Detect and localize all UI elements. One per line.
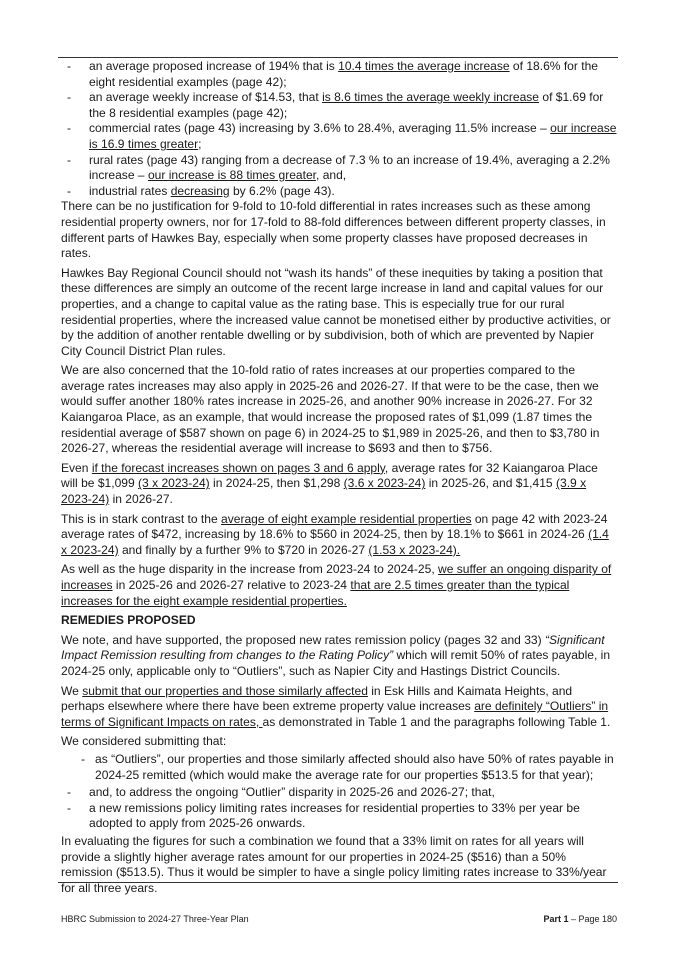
paragraph: This is in stark contrast to the average of eight example residential properties on page 42 with 2023-24 average rates of $472, increasing by 18.6% to $560 in 2024-25, then by 18.1% to $661 in 2024-26 (1.4 x 2023-24) and finally by a further 9% to $720 in 2026-27 (1.53 x 2023-24).	[61, 511, 609, 557]
paragraph: In evaluating the figures for such a combination we found that a 33% limit on rates for all years will provide a slightly higher average rates amount for our properties in 2024-25 ($516) than a 50% remission ($513.5). Thus it would be simpler to have a single policy limiting rates increase to 33%/year for all three years.	[61, 833, 607, 895]
page-body	[61, 59, 617, 900]
bullet-dash: -	[67, 90, 72, 105]
underlined-emphasis: is 8.6 times the average weekly increase	[322, 90, 540, 105]
underlined-emphasis: decreasing	[170, 183, 230, 198]
paragraph: We considered submitting that:	[61, 734, 227, 749]
paragraph: We note, and have supported, the proposed new rates remission policy (pages 32 and 33) “Significant Impact Remission resulting from changes to the Rating Policy” which will remit 50% of rates payable, in 2024-25 only, applicable only to “Outliers”, such as Napier City and Hastings District Councils.	[61, 632, 611, 678]
bullet-dash: -	[67, 152, 72, 167]
paragraph: There can be no justification for 9-fold to 10-fold differential in rates increases such as these among residential property owners, nor for 17-fold to 88-fold differences between different property classes, in different parts of Hawkes Bay, especially when some property classes have proposed decreases in rates.	[61, 199, 606, 261]
bullet-dash: -	[67, 800, 72, 815]
paragraph: We submit that our properties and those similarly affected in Esk Hills and Kaimata Heights, and perhaps elsewhere where there have been extreme property value increases are definitely “Outliers” in terms of Significant Impacts on rates, as demonstrated in Table 1 and the paragraphs following Table 1.	[61, 683, 611, 729]
list-item: - rural rates (page 43) ranging from a decrease of 7.3 % to an increase of 19.4%, averaging a 2.2% increase – our increase is 88 times greater, and,	[61, 153, 617, 184]
list-item: - industrial rates decreasing by 6.2% (page 43).	[61, 184, 617, 200]
bullet-dash: -	[67, 59, 72, 73]
list-item: - commercial rates (page 43) increasing by 3.6% to 28.4%, averaging 11.5% increase – our increase is 16.9 times greater;	[61, 121, 617, 152]
underlined-emphasis: 10.4 times the average increase	[338, 59, 510, 73]
footer-title: HBRC Submission to 2024-27 Three-Year Plan	[61, 914, 249, 924]
section-heading: REMEDIES PROPOSED	[61, 613, 196, 628]
paragraph: Hawkes Bay Regional Council should not “wash its hands” of these inequities by taking a position that these differences are simply an outcome of the recent large increase in land and capital values for our properties, and a change to capital value as the rating base. This is especially true for our rural residential properties, where the increased value cannot be monetised either by productive activities, or by the addition of another rentable dwelling or by subdivision, both of which are prevented by Napier City Council District Plan rules.	[61, 265, 611, 358]
page-footer	[61, 914, 617, 925]
bullet-dash: -	[67, 785, 72, 800]
bullet-dash: -	[67, 183, 72, 198]
footer-page-number: Part 1 – Page 180	[543, 914, 617, 924]
paragraph: Even if the forecast increases shown on pages 3 and 6 apply, average rates for 32 Kaiangaroa Place will be $1,099 (3 x 2023-24) in 2024-25, then $1,298 (3.6 x 2023-24) in 2025-26, and $1,415 (3.9 x 2023-24) in 2026-27.	[61, 460, 598, 507]
bullet-dash: -	[67, 121, 72, 136]
list-item: - an average weekly increase of $14.53, that is 8.6 times the average weekly increase of $1.69 for the 8 residential examples (page 42);	[61, 90, 617, 121]
bottom-rule	[58, 882, 618, 883]
list-item: - as “Outliers”, our properties and those similarly affected should also have 50% of rates payable in 2024-25 remitted (which would make the average rate for our properties $513.5 for that year);	[81, 751, 614, 782]
top-rule	[58, 57, 618, 58]
list-item: - and, to address the ongoing “Outlier” disparity in 2025-26 and 2026-27; that,	[61, 785, 617, 801]
paragraph: We are also concerned that the 10-fold ratio of rates increases at our properties compared to the average rates increases may also apply in 2025-26 and 2026-27. If that were to be the case, then we would suffer another 180% rates increase in 2025-26, and another 90% increase in 2026-27. For 32 Kaiangaroa Place, as an example, that would increase the proposed rates of $1,099 (1.87 times the residential average of $587 shown on page 6) in 2024-25 to $1,989 in 2025-26, and then to $3,780 in 2026-27, whereas the residential average will increase to $693 and then to $756.	[61, 363, 600, 456]
bullet-dash: -	[81, 751, 86, 766]
list-item: - a new remissions policy limiting rates increases for residential properties to 33% per year be adopted to apply from 2025-26 onwards.	[61, 801, 617, 832]
paragraph: As well as the huge disparity in the increase from 2023-24 to 2024-25, we suffer an ongoing disparity of increases in 2025-26 and 2026-27 relative to 2023-24 that are 2.5 times greater than the typical increases for the eight example residential properties.	[61, 562, 612, 608]
underlined-emphasis: our increase is 16.9 times greater	[89, 121, 617, 151]
list-item: - an average proposed increase of 194% that is 10.4 times the average increase of 18.6% for the eight residential examples (page 42);	[61, 59, 617, 90]
underlined-emphasis: our increase is 88 times greater	[147, 168, 317, 183]
